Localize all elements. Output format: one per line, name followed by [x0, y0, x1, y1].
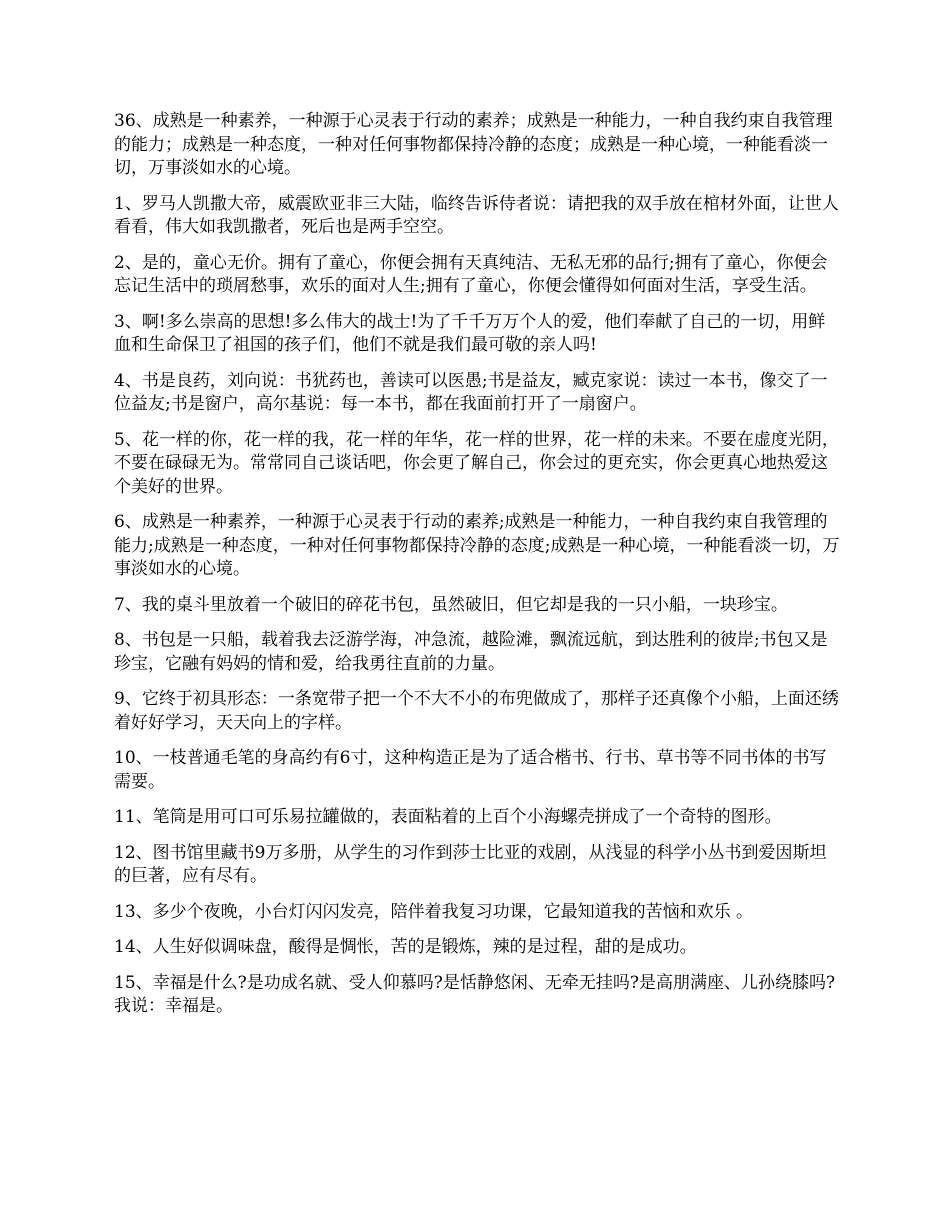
- paragraph-14: 14、人生好似调味盘，酸得是惆怅，苦的是锻炼，辣的是过程，甜的是成功。: [114, 937, 697, 957]
- paragraph-13: 13、多少个夜晚，小台灯闪闪发亮，陪伴着我复习功课，它最知道我的苦恼和欢乐 。: [114, 901, 754, 922]
- paragraph-36: 36、成熟是一种素养，一种源于心灵表于行动的素养；成熟是一种能力，一种自我约束自我管理的能力；成熟是一种态度，一种对任何事物都保持冷静的态度；成熟是一种心境，一种能看淡一切，万事淡如水的心境。: [114, 111, 833, 178]
- paragraph-9: 9、它终于初具形态：一条宽带子把一个不大不小的布兜做成了，那样子还真像个小船，上面还绣着好好学习，天天向上的字样。: [114, 689, 839, 733]
- paragraph-11: 11、笔筒是用可口可乐易拉罐做的，表面粘着的上百个小海螺壳拼成了一个奇特的图形。: [114, 807, 782, 827]
- paragraph-2: 2、是的，童心无价。拥有了童心，你便会拥有天真纯洁、无私无邪的品行;拥有了童心，你便会忘记生活中的琐屑愁事，欢乐的面对人生;拥有了童心，你便会懂得如何面对生活，享受生活。: [114, 252, 828, 296]
- paragraph-7: 7、我的桌斗里放着一个破旧的碎花书包，虽然破旧，但它却是我的一只小船，一块珍宝。: [114, 594, 788, 615]
- paragraph-6: 6、成熟是一种素养，一种源于心灵表于行动的素养;成熟是一种能力，一种自我约束自我管理的能力;成熟是一种态度，一种对任何事物都保持冷静的态度;成熟是一种心境，一种能看淡一切，万事淡如水的心境。: [114, 512, 840, 579]
- paragraph-10: 10、一枝普通毛笔的身高约有6寸，这种构造正是为了适合楷书、行书、草书等不同书体的书写需要。: [114, 748, 827, 792]
- paragraph-12: 12、图书馆里藏书9万多册，从学生的习作到莎士比亚的戏剧，从浅显的科学小丛书到爱因斯坦的巨著，应有尽有。: [114, 842, 827, 886]
- paragraph-15: 15、幸福是什么?是功成名就、受人仰慕吗?是恬静悠闲、无牵无挂吗?是高朋满座、儿孙绕膝吗?我说：幸福是。: [114, 972, 836, 1016]
- paragraph-4: 4、书是良药，刘向说：书犹药也，善读可以医愚;书是益友，臧克家说：读过一本书，像交了一位益友;书是窗户，高尔基说：每一本书，都在我面前打开了一扇窗户。: [114, 370, 828, 414]
- document-body: [114, 110, 840, 1031]
- paragraph-5: 5、花一样的你，花一样的我，花一样的年华，花一样的世界，花一样的未来。不要在虚度光阴，不要在碌碌无为。常常同自己谈话吧，你会更了解自己，你会过的更充实，你会更真心地热爱这个美好的世界。: [114, 429, 839, 497]
- paragraph-8: 8、书包是一只船，载着我去泛游学海，冲急流，越险滩，飘流远航，到达胜利的彼岸;书包又是珍宝，它融有妈妈的情和爱，给我勇往直前的力量。: [114, 630, 828, 674]
- paragraph-3: 3、啊!多么崇高的思想!多么伟大的战士!为了千千万万个人的爱，他们奉献了自己的一切，用鲜血和生命保卫了祖国的孩子们，他们不就是我们最可敬的亲人吗!: [114, 311, 826, 355]
- paragraph-1: 1、罗马人凯撒大帝，威震欧亚非三大陆，临终告诉侍者说：请把我的双手放在棺材外面，让世人看看，伟大如我凯撒者，死后也是两手空空。: [114, 193, 839, 237]
